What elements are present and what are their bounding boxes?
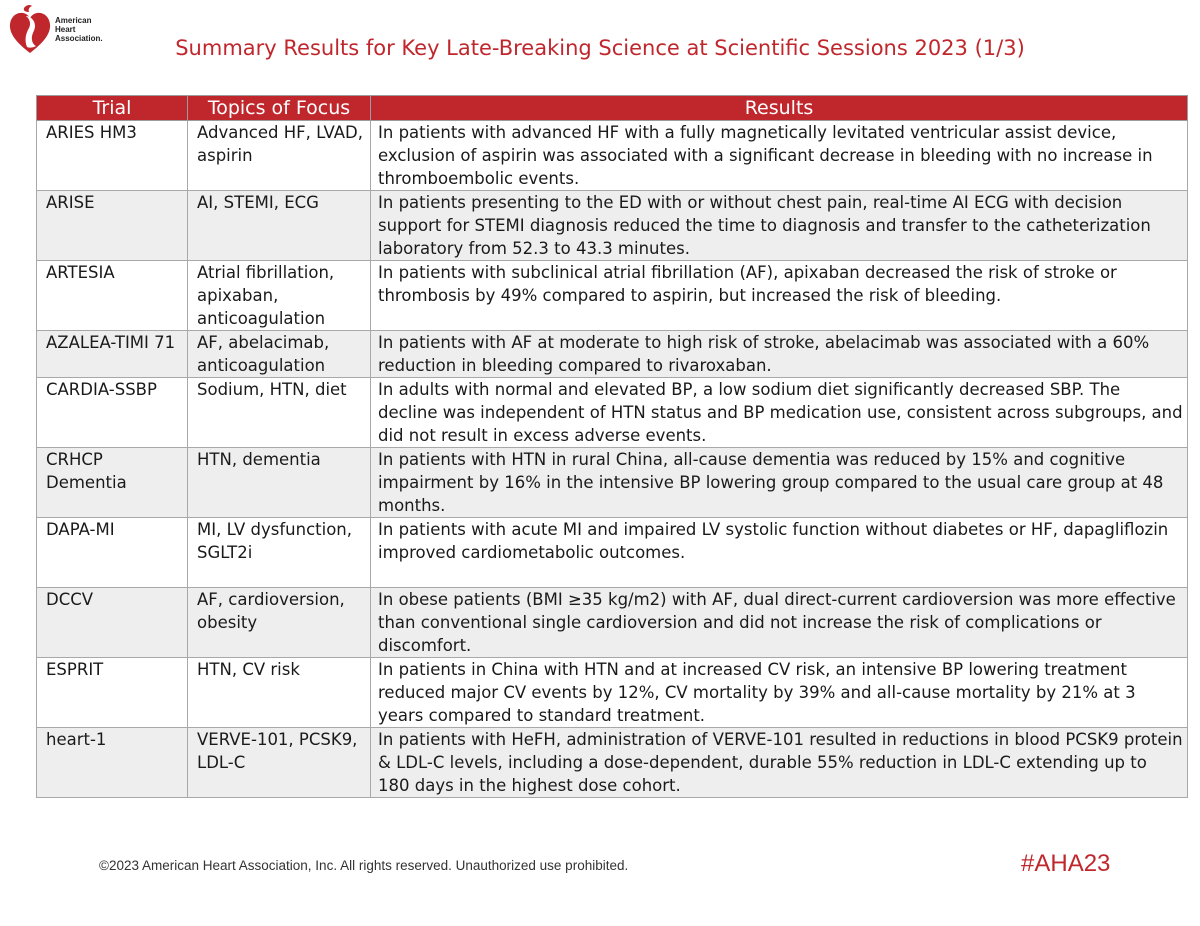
topics-cell: AF, cardioversion, obesity xyxy=(188,588,371,658)
topics-cell: Advanced HF, LVAD, aspirin xyxy=(188,121,371,191)
table-row xyxy=(37,261,1188,331)
results-cell: In patients presenting to the ED with or without chest pain, real-time AI ECG with decision support for STEMI diagnosis reduced the time to diagnosis and transfer to the catheterization laboratory from 52.3 to 43.3 minutes. xyxy=(371,191,1188,261)
table-header-row xyxy=(37,96,1188,121)
results-cell: In obese patients (BMI ≥35 kg/m2) with AF, dual direct-current cardioversion was more effective than conventional single cardioversion and did not increase the risk of complications or discomfort. xyxy=(371,588,1188,658)
table-row xyxy=(37,331,1188,378)
logo-line-3: Association. xyxy=(55,34,103,43)
copyright-notice: ©2023 American Heart Association, Inc. All rights reserved. Unauthorized use prohibited. xyxy=(99,858,629,873)
table-row xyxy=(37,121,1188,191)
table-row xyxy=(37,588,1188,658)
header-results: Results xyxy=(371,96,1188,121)
topics-cell: VERVE-101, PCSK9, LDL-C xyxy=(188,728,371,798)
header-trial: Trial xyxy=(37,96,188,121)
results-cell: In adults with normal and elevated BP, a low sodium diet significantly decreased SBP. The decline was independent of HTN status and BP medication use, consistent across subgroups, and did not result in excess adverse events. xyxy=(371,378,1188,448)
header-topics: Topics of Focus xyxy=(188,96,371,121)
trial-cell: CRHCP Dementia xyxy=(37,448,188,518)
table-row xyxy=(37,448,1188,518)
results-cell: In patients with advanced HF with a fully magnetically levitated ventricular assist device, exclusion of aspirin was associated with a significant decrease in bleeding with no increase in thromboembolic events. xyxy=(371,121,1188,191)
topics-cell: MI, LV dysfunction, SGLT2i xyxy=(188,518,371,588)
topics-cell: Atrial fibrillation, apixaban, anticoagulation xyxy=(188,261,371,331)
table-row xyxy=(37,518,1188,588)
results-table xyxy=(36,95,1188,798)
topics-cell: AF, abelacimab, anticoagulation xyxy=(188,331,371,378)
results-cell: In patients with subclinical atrial fibrillation (AF), apixaban decreased the risk of stroke or thrombosis by 49% compared to aspirin, but increased the risk of bleeding. xyxy=(371,261,1188,331)
logo-line-2: Heart xyxy=(55,25,76,34)
topics-cell: HTN, CV risk xyxy=(188,658,371,728)
results-cell: In patients with AF at moderate to high risk of stroke, abelacimab was associated with a 60% reduction in bleeding compared to rivaroxaban. xyxy=(371,331,1188,378)
results-cell: In patients with acute MI and impaired LV systolic function without diabetes or HF, dapagliflozin improved cardiometabolic outcomes. xyxy=(371,518,1188,588)
table-row xyxy=(37,378,1188,448)
results-cell: In patients with HeFH, administration of VERVE-101 resulted in reductions in blood PCSK9 protein & LDL-C levels, including a dose-dependent, durable 55% reduction in LDL-C extending up to 180 days in the highest dose cohort. xyxy=(371,728,1188,798)
hashtag: #AHA23 xyxy=(1021,850,1111,877)
topics-cell: Sodium, HTN, diet xyxy=(188,378,371,448)
trial-cell: ARIES HM3 xyxy=(37,121,188,191)
topics-cell: HTN, dementia xyxy=(188,448,371,518)
trial-cell: DCCV xyxy=(37,588,188,658)
topics-cell: AI, STEMI, ECG xyxy=(188,191,371,261)
trial-cell: AZALEA-TIMI 71 xyxy=(37,331,188,378)
table-row xyxy=(37,728,1188,798)
table-row xyxy=(37,191,1188,261)
trial-cell: ARISE xyxy=(37,191,188,261)
page-title: Summary Results for Key Late-Breaking Science at Scientific Sessions 2023 (1/3) xyxy=(175,36,1025,60)
results-cell: In patients with HTN in rural China, all-cause dementia was reduced by 15% and cognitive impairment by 16% in the intensive BP lowering group compared to the usual care group at 48 months. xyxy=(371,448,1188,518)
trial-cell: DAPA-MI xyxy=(37,518,188,588)
logo-line-1: American xyxy=(55,16,92,25)
table-row xyxy=(37,658,1188,728)
trial-cell: CARDIA-SSBP xyxy=(37,378,188,448)
trial-cell: ARTESIA xyxy=(37,261,188,331)
trial-cell: heart-1 xyxy=(37,728,188,798)
results-cell: In patients in China with HTN and at increased CV risk, an intensive BP lowering treatment reduced major CV events by 12%, CV mortality by 39% and all-cause mortality by 21% at 3 years compared to standard treatment. xyxy=(371,658,1188,728)
trial-cell: ESPRIT xyxy=(37,658,188,728)
